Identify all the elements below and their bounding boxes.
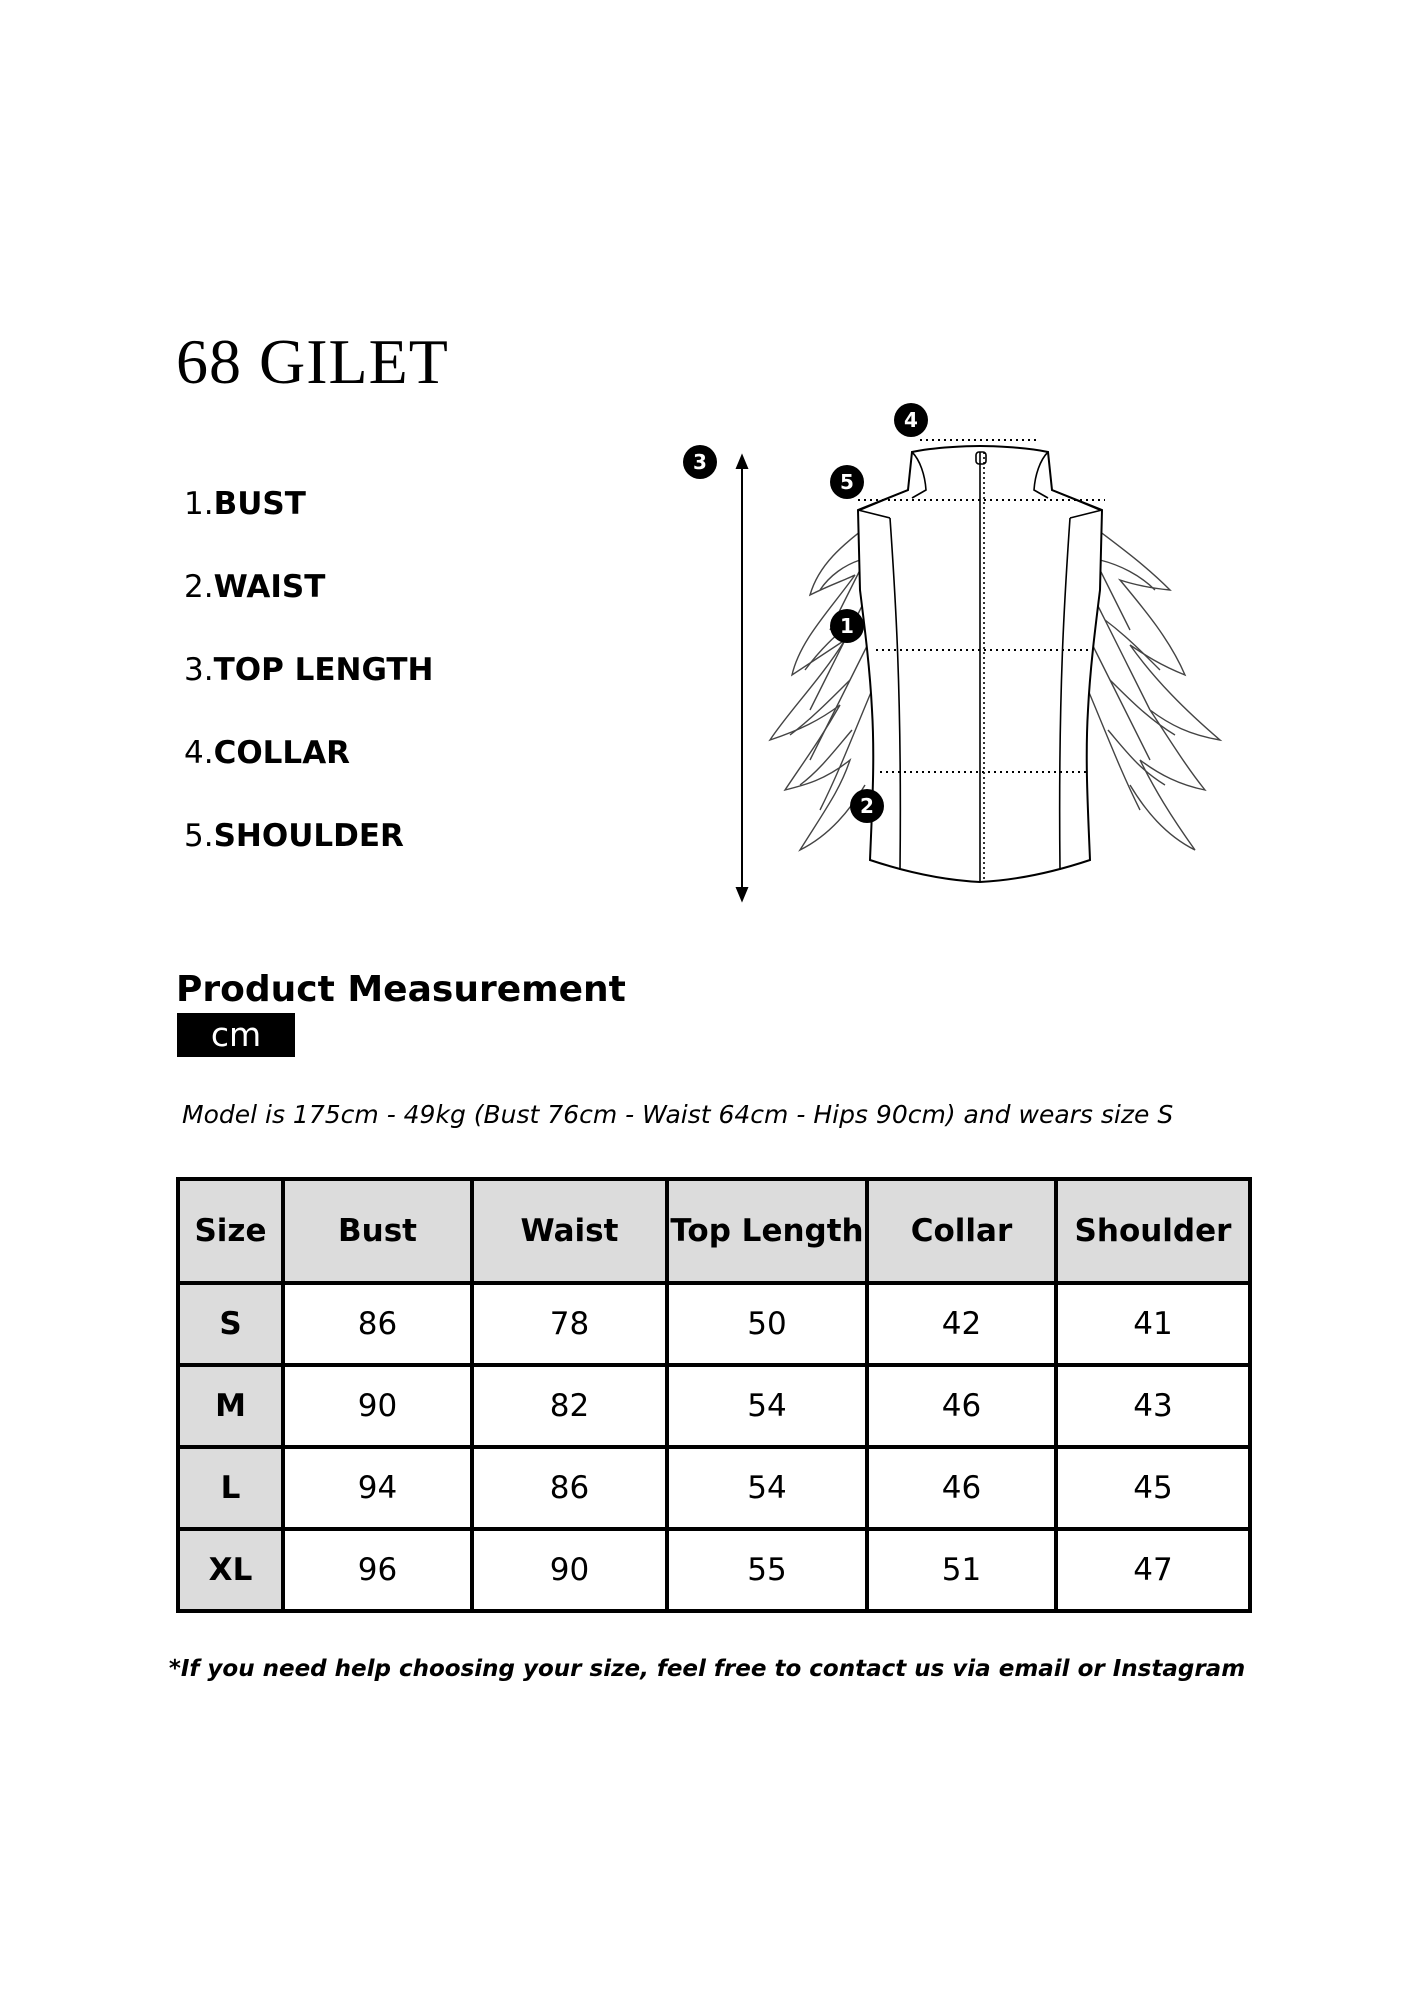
table-row	[178, 1365, 1250, 1447]
marker-5-badge	[830, 465, 864, 499]
marker-1-label: 1	[840, 614, 854, 638]
table-cell: 86	[472, 1447, 667, 1529]
column-header-collar: Collar	[867, 1179, 1056, 1283]
column-header-size: Size	[178, 1179, 283, 1283]
section-title: Product Measurement	[176, 969, 626, 1010]
marker-2-label: 2	[860, 794, 874, 818]
table-cell: 42	[867, 1283, 1056, 1365]
size-cell: XL	[178, 1529, 283, 1611]
table-row	[178, 1529, 1250, 1611]
unit-badge: cm	[177, 1013, 295, 1057]
measurement-number: 4.	[184, 735, 214, 771]
table-cell: 94	[283, 1447, 472, 1529]
measurement-list	[184, 478, 433, 893]
table-cell: 47	[1056, 1529, 1250, 1611]
table-cell: 41	[1056, 1283, 1250, 1365]
measurement-item-waist	[184, 561, 433, 644]
table-cell: 54	[667, 1447, 867, 1529]
table-cell: 43	[1056, 1365, 1250, 1447]
measurement-label: SHOULDER	[213, 818, 404, 854]
table-cell: 90	[283, 1365, 472, 1447]
marker-2-badge	[850, 789, 884, 823]
right-feather-wing-icon	[1085, 520, 1220, 850]
measurement-number: 2.	[184, 569, 214, 605]
measurement-item-top-length	[184, 644, 433, 727]
table-cell: 54	[667, 1365, 867, 1447]
marker-4-badge	[894, 403, 928, 437]
help-note: *If you need help choosing your size, feel free to contact us via email or Instagram	[168, 1656, 1246, 1682]
measurement-number: 5.	[184, 818, 214, 854]
measurement-label: BUST	[213, 486, 306, 522]
top-length-arrow	[737, 456, 747, 900]
table-cell: 86	[283, 1283, 472, 1365]
table-cell: 78	[472, 1283, 667, 1365]
model-note: Model is 175cm - 49kg (Bust 76cm - Waist 64cm - Hips 90cm) and wears size S	[182, 1100, 1174, 1129]
size-table	[176, 1177, 1252, 1613]
measurement-item-shoulder	[184, 810, 433, 893]
table-row	[178, 1283, 1250, 1365]
size-cell: S	[178, 1283, 283, 1365]
table-cell: 46	[867, 1365, 1056, 1447]
measurement-number: 1.	[184, 486, 214, 522]
measurement-label: COLLAR	[213, 735, 351, 771]
table-cell: 55	[667, 1529, 867, 1611]
table-cell: 45	[1056, 1447, 1250, 1529]
measurement-label: TOP LENGTH	[213, 652, 434, 688]
table-row	[178, 1447, 1250, 1529]
column-header-bust: Bust	[283, 1179, 472, 1283]
measurement-item-collar	[184, 727, 433, 810]
gilet-measurement-diagram	[680, 390, 1240, 910]
table-cell: 51	[867, 1529, 1056, 1611]
table-header-row	[178, 1179, 1250, 1283]
measurement-number: 3.	[184, 652, 214, 688]
column-header-top-length: Top Length	[667, 1179, 867, 1283]
table-cell: 90	[472, 1529, 667, 1611]
size-cell: L	[178, 1447, 283, 1529]
marker-1-badge	[830, 609, 864, 643]
size-cell: M	[178, 1365, 283, 1447]
marker-3-badge	[683, 445, 717, 479]
marker-3-label: 3	[693, 450, 707, 474]
column-header-waist: Waist	[472, 1179, 667, 1283]
column-header-shoulder: Shoulder	[1056, 1179, 1250, 1283]
measurement-label: WAIST	[213, 569, 326, 605]
marker-4-label: 4	[904, 408, 918, 432]
marker-5-label: 5	[840, 470, 854, 494]
product-title: 68 GILET	[176, 326, 449, 397]
table-cell: 50	[667, 1283, 867, 1365]
table-cell: 46	[867, 1447, 1056, 1529]
table-cell: 82	[472, 1365, 667, 1447]
measurement-item-bust	[184, 478, 433, 561]
table-cell: 96	[283, 1529, 472, 1611]
